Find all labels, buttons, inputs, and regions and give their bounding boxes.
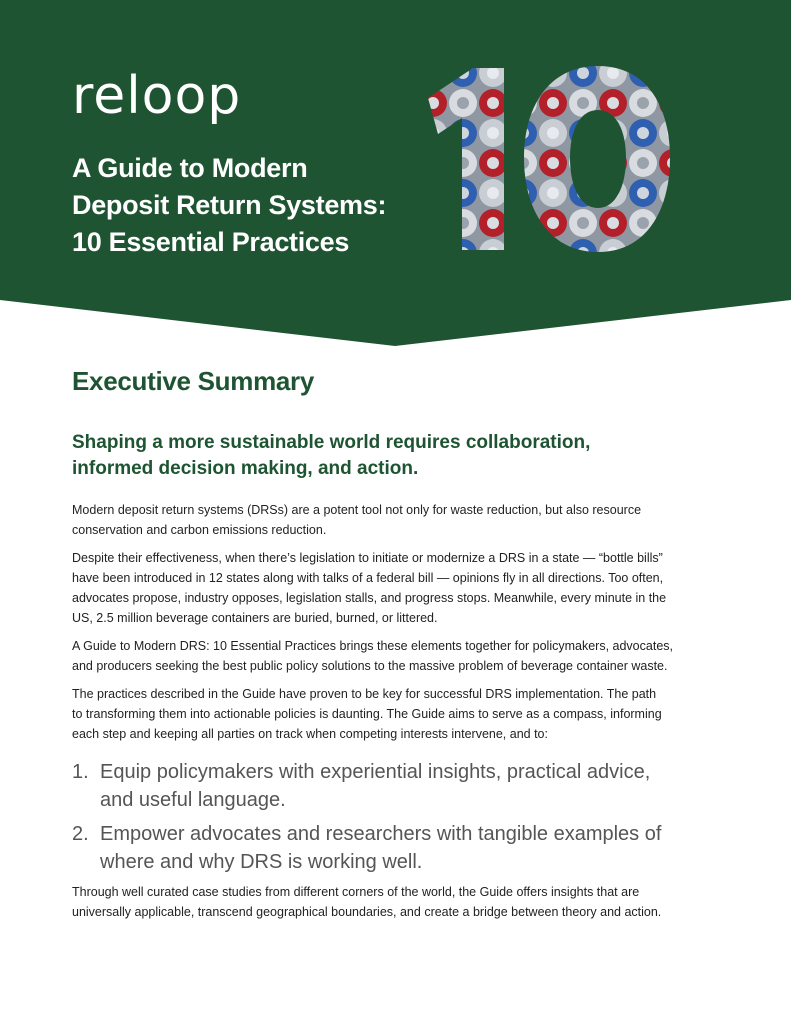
title-line: Deposit Return Systems: xyxy=(72,190,387,220)
title-line: 10 Essential Practices xyxy=(72,227,350,257)
goals-list xyxy=(72,758,712,814)
section-title: Executive Summary xyxy=(72,366,315,396)
list-number: 2. xyxy=(72,823,89,845)
paragraph-1: Modern deposit return systems (DRSs) are a potent tool not only for waste reduction, but also resource conservation and carbon emissions reduction. xyxy=(72,503,642,537)
number-ten-graphic xyxy=(418,58,674,258)
reloop-logo: reloop xyxy=(72,66,242,126)
list-number: 1. xyxy=(72,761,89,783)
title-line: A Guide to Modern xyxy=(72,153,308,183)
subheading-line: Shaping a more sustainable world requires collaboration, xyxy=(72,432,591,453)
section-subheading xyxy=(72,430,632,482)
paragraph-5: Through well curated case studies from different corners of the world, the Guide offers insights that are universally applicable, transcend geographical boundaries, and create a bridge between theory and action. xyxy=(72,885,662,919)
goals-list xyxy=(72,820,712,876)
list-item: 1. Equip policymakers with experiential insights, practical advice, and useful language. xyxy=(72,758,712,814)
paragraph-2: Despite their effectiveness, when there’s legislation to initiate or modernize a DRS in a state — “bottle bills” have been introduced in 12 states along with talks of a federal bill — opinions fly in all directions. Too often, advocates propose, industry opposes, legislation stalls, and progress stops. Meanwhile, every minute in the US, 2.5 million beverage containers are buried, burned, or littered. xyxy=(72,551,667,625)
document-title xyxy=(72,150,412,261)
list-item: 2. Empower advocates and researchers with tangible examples of where and why DRS is working well. xyxy=(72,820,712,876)
paragraph-4: The practices described in the Guide have proven to be key for successful DRS implementation. The path to transforming them into actionable policies is daunting. The Guide aims to serve as a compass, informing each step and keeping all parties on track when competing interests intervene, and to: xyxy=(72,687,662,741)
paragraph-3: A Guide to Modern DRS: 10 Essential Practices brings these elements together for policymakers, advocates, and producers seeking the best public policy solutions to the massive problem of beverage container waste. xyxy=(72,639,673,673)
subheading-line: informed decision making, and action. xyxy=(72,458,419,479)
